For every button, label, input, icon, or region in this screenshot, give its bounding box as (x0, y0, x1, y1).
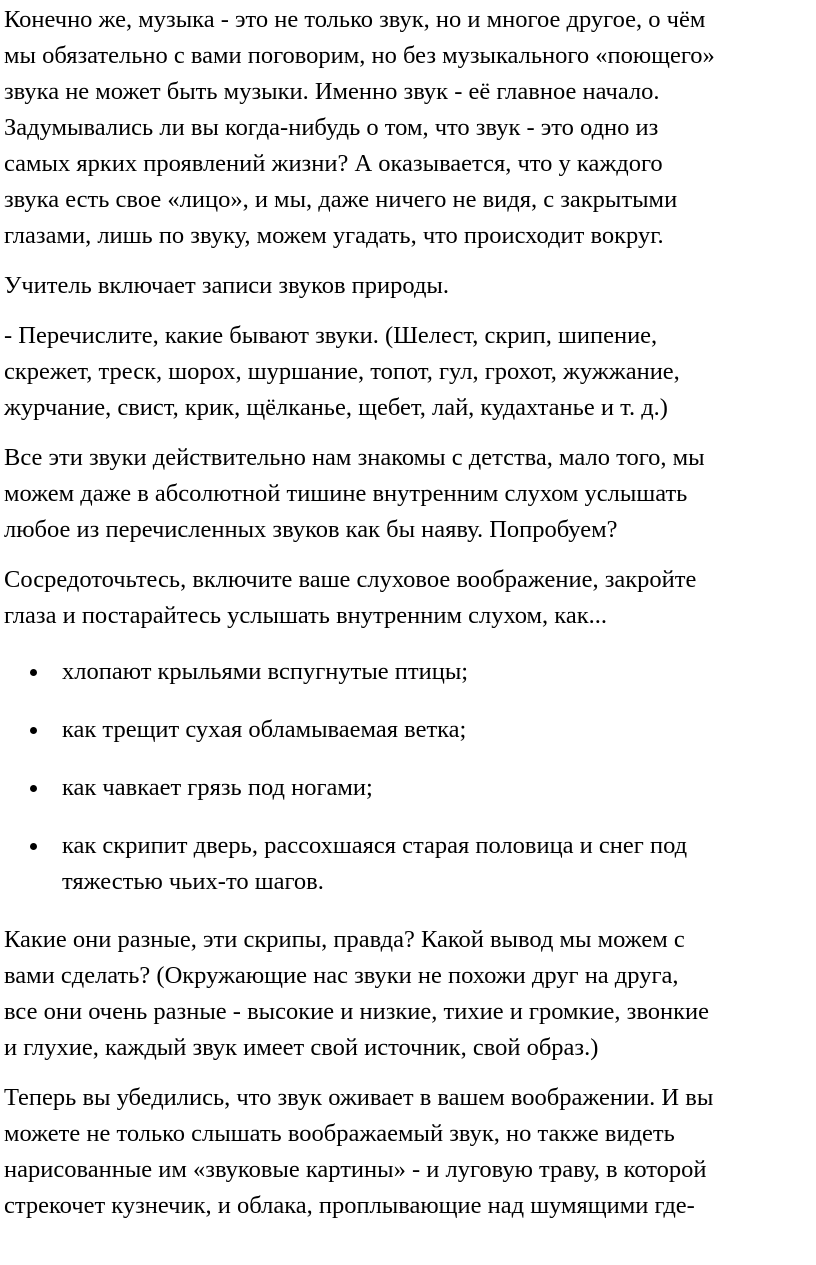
paragraph-list-sounds (4, 318, 816, 426)
paragraph-intro (4, 2, 816, 254)
text-line: хлопают крыльями вспугнутые птицы; (62, 658, 469, 685)
text-line: можете не только слышать воображаемый звук, но также видеть (4, 1120, 675, 1147)
bullet-icon (30, 669, 37, 676)
text-line: Сосредоточьтесь, включите ваше слуховое воображение, закройте (4, 566, 697, 593)
text-line: Задумывались ли вы когда-нибудь о том, что звук - это одно из (4, 114, 659, 141)
text-line: можем даже в абсолютной тишине внутренним слухом услышать (4, 480, 688, 507)
text-line: журчание, свист, крик, щёлканье, щебет, лай, кудахтанье и т. д.) (4, 394, 668, 421)
paragraph-imagination (4, 1080, 816, 1224)
paragraph-conclusion (4, 922, 816, 1066)
paragraph-teacher (4, 268, 816, 304)
text-line: самых ярких проявлений жизни? А оказывается, что у каждого (4, 150, 663, 177)
text-line: - Перечислите, какие бывают звуки. (Шелест, скрип, шипение, (4, 322, 658, 349)
text-line: глаза и постарайтесь услышать внутренним слухом, как... (4, 602, 607, 629)
text-line: как чавкает грязь под ногами; (62, 774, 373, 801)
text-line: как трещит сухая обламываемая ветка; (62, 716, 467, 743)
text-line: нарисованные им «звуковые картины» - и луговую траву, в которой (4, 1156, 707, 1183)
text-line: Теперь вы убедились, что звук оживает в вашем воображении. И вы (4, 1084, 714, 1111)
document-page (4, 2, 816, 1238)
text-line: как скрипит дверь, рассохшаяся старая половица и снег под (62, 832, 688, 859)
list-item (4, 828, 816, 900)
text-line: мы обязательно с вами поговорим, но без музыкального «поющего» (4, 42, 715, 69)
paragraph-familiar-sounds (4, 440, 816, 548)
text-line: Учитель включает записи звуков природы. (4, 272, 449, 299)
bullet-icon (30, 727, 37, 734)
text-line: тяжестью чьих-то шагов. (62, 868, 324, 895)
list-item (4, 712, 816, 748)
list-item (4, 654, 816, 690)
text-line: и глухие, каждый звук имеет свой источник, свой образ.) (4, 1034, 599, 1061)
text-line: любое из перечисленных звуков как бы наяву. Попробуем? (4, 516, 618, 543)
text-line: Конечно же, музыка - это не только звук, но и многое другое, о чём (4, 6, 706, 33)
bullet-list (4, 654, 816, 900)
text-line: скрежет, треск, шорох, шуршание, топот, гул, грохот, жужжание, (4, 358, 680, 385)
bullet-icon (30, 785, 37, 792)
text-line: глазами, лишь по звуку, можем угадать, что происходит вокруг. (4, 222, 664, 249)
paragraph-concentrate (4, 562, 816, 634)
text-line: вами сделать? (Окружающие нас звуки не похожи друг на друга, (4, 962, 679, 989)
bullet-icon (30, 843, 37, 850)
text-line: звука не может быть музыки. Именно звук - её главное начало. (4, 78, 660, 105)
text-line: все они очень разные - высокие и низкие, тихие и громкие, звонкие (4, 998, 709, 1025)
text-line: стрекочет кузнечик, и облака, проплывающие над шумящими где- (4, 1192, 695, 1219)
list-item (4, 770, 816, 806)
text-line: звука есть свое «лицо», и мы, даже ничего не видя, с закрытыми (4, 186, 678, 213)
text-line: Все эти звуки действительно нам знакомы с детства, мало того, мы (4, 444, 705, 471)
text-line: Какие они разные, эти скрипы, правда? Какой вывод мы можем с (4, 926, 685, 953)
